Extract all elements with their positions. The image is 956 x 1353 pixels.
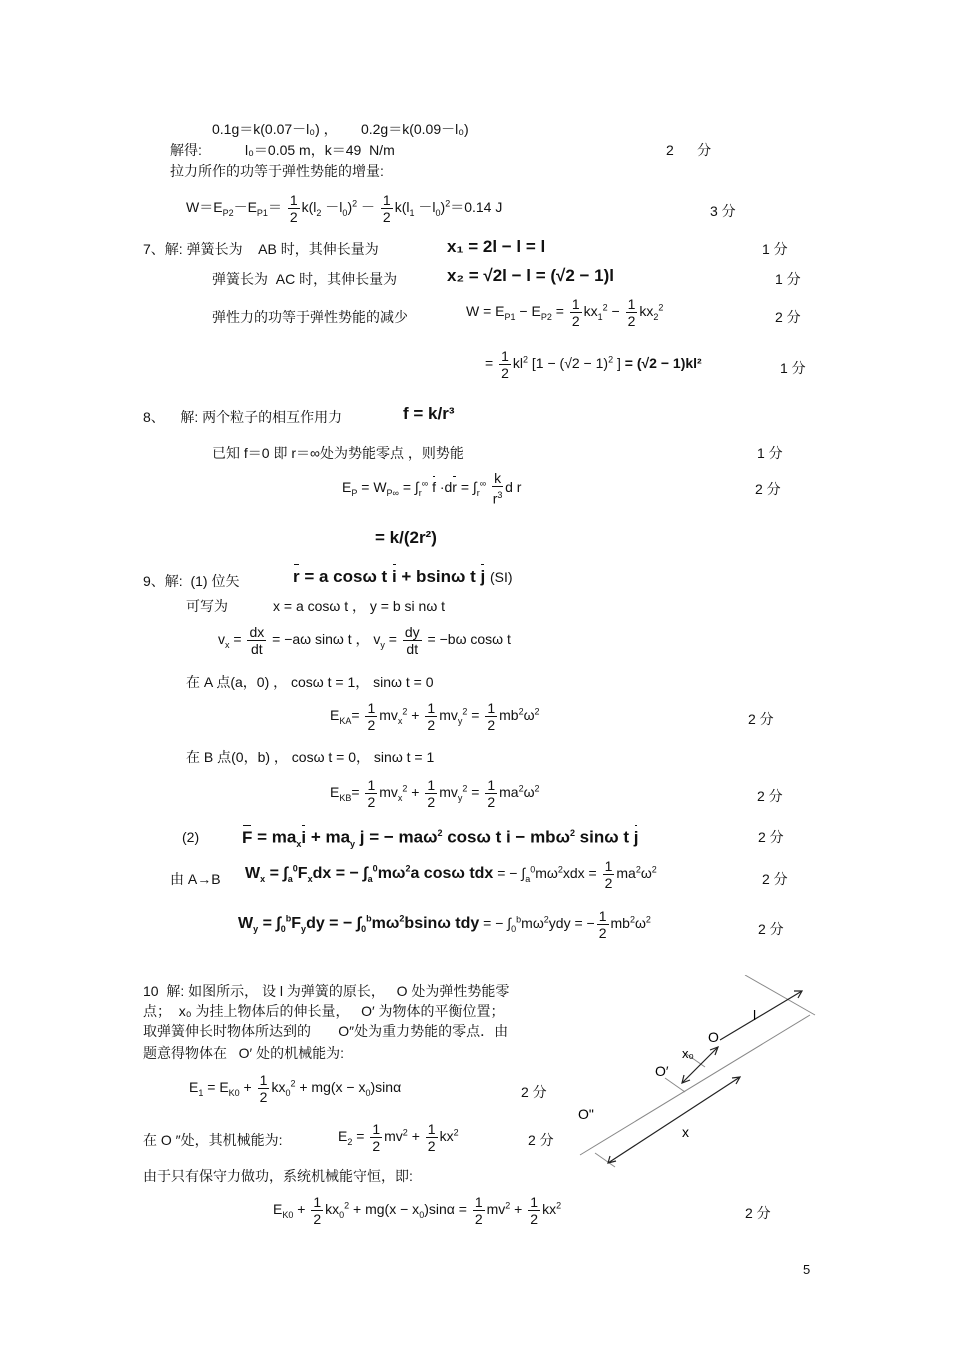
p8-eq1: f = k/r³ bbox=[403, 404, 455, 423]
p8-label: 8、 解: 两个粒子的相互作用力 bbox=[143, 409, 343, 425]
label-o: O bbox=[708, 1029, 719, 1045]
work-score: 3 分 bbox=[710, 203, 736, 219]
p7-label: 7、解: 弹簧长为 AB 时，其伸长量为 bbox=[143, 241, 379, 257]
p7-eq2: x₂ = √2l − l = (√2 − 1)l bbox=[447, 266, 615, 285]
p9-label: 9、解: (1) 位矢 bbox=[143, 573, 240, 589]
p9-eka: $E_{KA}=$ $\frac{1}{2}$ $mv_x^2$ + $\frac{1}{2}$ $mv_y^2$ = $\frac{1}{2}$ $mb^2\omega^2$ bbox=[330, 700, 540, 733]
p9-force: $F = ma_xi + ma_y$ j = − maω$^2$ cosω t i − mbω$^2$ sinω t j bbox=[242, 827, 639, 850]
p7-score2: 1 分 bbox=[775, 271, 801, 287]
p9-eq1: r = a cosω t i + bsinω t j (SI) bbox=[293, 567, 513, 586]
p10-line5: 在 O ″处，其机械能为: bbox=[143, 1132, 283, 1148]
p9-score-f: 2 分 bbox=[758, 829, 784, 845]
p8-label2: 已知 f＝0 即 r＝∞处为势能零点 ，则势能 bbox=[212, 445, 464, 461]
p9-wy: $W_y = \int_0^bF_ydy$ = − $\int_0^bm\omega^2bsin\omega$ tdy = − $\int_0^bm\omega^2ydy$ = − $\frac{1}{2}$ $mb^2\omega^2$ bbox=[238, 908, 651, 941]
label-x0: x₀ bbox=[682, 1046, 694, 1061]
p7-eq3: $W = E_{P1} - E_{P2}$ = $\frac{1}{2}$ $kx_1^2$ − $\frac{1}{2}$ $kx_2^2$ bbox=[466, 296, 664, 329]
p9-score-kb: 2 分 bbox=[757, 788, 783, 804]
p7-eq1: x₁ = 2l − l = l bbox=[447, 237, 546, 256]
p9-wx: $W_x = \int_a^0F_xdx$ = − $\int_a^0m\omega^2a$ cosω tdx = − $\int_a^0m\omega^2xdx$ = $\frac{1}{2}$ $ma^2\omega^2$ bbox=[245, 858, 657, 891]
p10-conservation: $E_{K0}$ + $\frac{1}{2}$ $kx_0^2 + mg(x - x_0)\sin\alpha$ = $\frac{1}{2}$ $mv^2$ + $\frac{1}{2}$ $kx^2$ bbox=[273, 1194, 562, 1227]
p10-line1: 10 解: 如图所示， 设 l 为弹簧的原长， O 处为弹性势能零 bbox=[143, 983, 510, 999]
p10-score2: 2 分 bbox=[528, 1132, 554, 1148]
p7-score1: 1 分 bbox=[762, 241, 788, 257]
p9-score-wx: 2 分 bbox=[762, 871, 788, 887]
arrowhead-x-top bbox=[732, 1077, 740, 1084]
p10-line3: 取弹簧伸长时物体所达到的 O″处为重力势能的零点．由 bbox=[143, 1023, 509, 1039]
p9-label4: 在 B 点(0，b) ， cosω t = 0， sinω t = 1 bbox=[186, 749, 435, 765]
p9-score-ka: 2 分 bbox=[748, 711, 774, 727]
p10-e2: $E_2$ = $\frac{1}{2}$ $mv^2$ + $\frac{1}{2}$ $kx^2$ bbox=[338, 1121, 459, 1154]
p10-line2: 点； x₀ 为挂上物体后的伸长量， O′ 为物体的平衡位置； bbox=[143, 1003, 505, 1019]
p10-score1: 2 分 bbox=[521, 1084, 547, 1100]
p9-label3: 在 A 点(a，0) ， cosω t = 1， sinω t = 0 bbox=[186, 674, 434, 690]
label-x: x bbox=[682, 1124, 689, 1140]
p9-label6: 由 A→B bbox=[170, 871, 221, 887]
p8-eq3: = k/(2r²) bbox=[375, 528, 437, 547]
label-o-double-prime: O" bbox=[578, 1106, 594, 1122]
p7-label2: 弹簧长为 AC 时，其伸长量为 bbox=[212, 271, 398, 287]
given-equations: 0.1g＝k(0.07－l₀) ， 0.2g＝k(0.09－l₀) bbox=[212, 121, 469, 137]
p9-velocity: $v_x$ = $\frac{dx}{dt}$ = −aω sinω t ， $v_y$ = $\frac{dy}{dt}$ = −bω cosω t bbox=[218, 624, 511, 657]
solve-result: l₀＝0.05 m，k＝49 N/m bbox=[245, 142, 395, 158]
p7-score4: 1 分 bbox=[780, 360, 806, 376]
p9-label5: (2) bbox=[182, 829, 200, 845]
p10-line6: 由于只有保守力做功，系统机械能守恒，即: bbox=[143, 1168, 413, 1184]
p10-line4: 题意得物体在 O′ 处的机械能为: bbox=[143, 1045, 344, 1061]
p7-score3: 2 分 bbox=[775, 309, 801, 325]
page-number: 5 bbox=[803, 1262, 811, 1277]
solve-label: 解得: bbox=[170, 142, 202, 158]
p9-ekb: $E_{KB}=$ $\frac{1}{2}$ $mv_x^2$ + $\frac{1}{2}$ $mv_y^2$ = $\frac{1}{2}$ $ma^2\omega^2$ bbox=[330, 777, 540, 810]
p8-eq2: $E_P = W_{P\infty} = \int_r^\infty$ $f \cdot dr = \int_r^\infty$ $\frac{k}{r^3}$ d r bbox=[342, 470, 522, 507]
p10-score3: 2 分 bbox=[745, 1205, 771, 1221]
p9-eq2: x = a cosω t ， y = b si nω t bbox=[273, 598, 446, 614]
label-o-prime: O′ bbox=[655, 1063, 669, 1079]
p9-label2: 可写为 bbox=[186, 598, 228, 614]
work-equation: $W=E_{P2}-E_{P1}=$ $\frac{1}{2}$ $k(l_2 -l_0)^2$ － $\frac{1}{2}$ $k(l_1 -l_0)^2=0.14$ J bbox=[186, 192, 503, 225]
work-text: 拉力所作的功等于弹性势能的增量: bbox=[170, 163, 384, 179]
arrow-l bbox=[720, 991, 802, 1040]
p10-e1: $E_1 = E_{K0}$ + $\frac{1}{2}$ $kx_0^2 + mg(x - x_0)\sin\alpha$ bbox=[189, 1072, 402, 1105]
incline-line bbox=[580, 1015, 810, 1155]
p7-label3: 弹性力的功等于弹性势能的减少 bbox=[212, 309, 408, 325]
tick-o1 bbox=[665, 1078, 685, 1092]
solve-score: 2 分 bbox=[666, 142, 712, 158]
p7-eq4: = $\frac{1}{2}$ $kl^2$ [$1 - (√2 - 1)^2$ ] = (√2 − 1)kl² bbox=[485, 348, 702, 381]
arrow-x bbox=[608, 1077, 740, 1163]
p9-score-wy: 2 分 bbox=[758, 921, 784, 937]
spring-diagram bbox=[570, 975, 830, 1175]
p8-score2: 2 分 bbox=[755, 481, 781, 497]
label-l: l bbox=[753, 1007, 757, 1023]
p8-score1: 1 分 bbox=[757, 445, 783, 461]
